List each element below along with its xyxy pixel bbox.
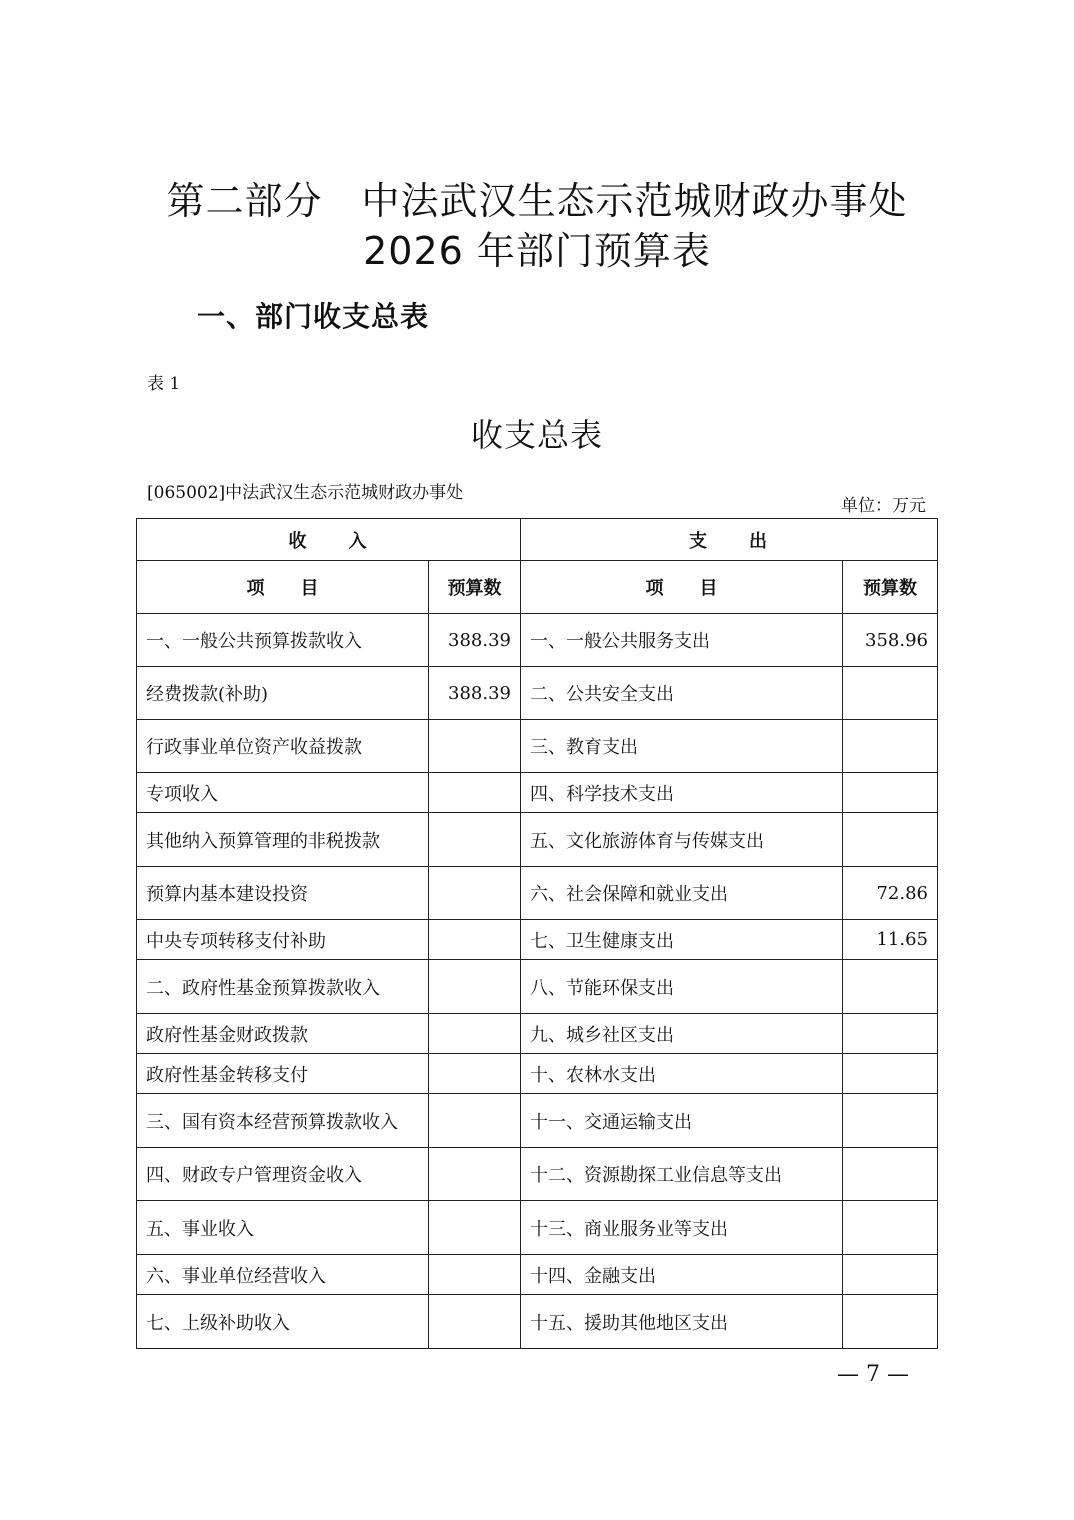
income-amount bbox=[429, 960, 521, 1014]
table-title: 收支总表 bbox=[470, 416, 603, 454]
expense-amount: 72.86 bbox=[843, 867, 938, 920]
document-title-line-2: 2026 年部门预算表 bbox=[363, 229, 711, 273]
income-item: 四、财政专户管理资金收入 bbox=[137, 1148, 429, 1201]
income-item: 专项收入 bbox=[137, 773, 429, 813]
table-row bbox=[137, 773, 938, 813]
table-row bbox=[137, 1094, 938, 1148]
income-item: 政府性基金财政拨款 bbox=[137, 1014, 429, 1054]
income-amount bbox=[429, 920, 521, 960]
expense-item: 十四、金融支出 bbox=[521, 1255, 843, 1295]
table-row bbox=[137, 920, 938, 960]
expense-item: 十三、商业服务业等支出 bbox=[521, 1201, 843, 1255]
income-item: 行政事业单位资产收益拨款 bbox=[137, 720, 429, 773]
income-item: 五、事业收入 bbox=[137, 1201, 429, 1255]
income-amount bbox=[429, 1054, 521, 1094]
expense-amount bbox=[843, 667, 938, 720]
income-item: 一、一般公共预算拨款收入 bbox=[137, 614, 429, 667]
table-row bbox=[137, 1148, 938, 1201]
income-item: 三、国有资本经营预算拨款收入 bbox=[137, 1094, 429, 1148]
income-amount: 388.39 bbox=[429, 614, 521, 667]
expense-item: 九、城乡社区支出 bbox=[521, 1014, 843, 1054]
expense-amount bbox=[843, 960, 938, 1014]
expense-amount: 11.65 bbox=[843, 920, 938, 960]
expense-amount bbox=[843, 1054, 938, 1094]
expense-budget-header: 预算数 bbox=[843, 561, 938, 614]
expense-item: 五、文化旅游体育与传媒支出 bbox=[521, 813, 843, 867]
expense-item: 二、公共安全支出 bbox=[521, 667, 843, 720]
table-header-row-columns bbox=[137, 561, 938, 614]
income-budget-header: 预算数 bbox=[429, 561, 521, 614]
income-item: 经费拨款(补助) bbox=[137, 667, 429, 720]
expense-item: 十二、资源勘探工业信息等支出 bbox=[521, 1148, 843, 1201]
income-item: 二、政府性基金预算拨款收入 bbox=[137, 960, 429, 1014]
table-row bbox=[137, 1255, 938, 1295]
income-item: 其他纳入预算管理的非税拨款 bbox=[137, 813, 429, 867]
expense-item: 十一、交通运输支出 bbox=[521, 1094, 843, 1148]
section-heading: 一、部门收支总表 bbox=[197, 300, 430, 333]
expense-item: 七、卫生健康支出 bbox=[521, 920, 843, 960]
expense-amount bbox=[843, 1255, 938, 1295]
expense-item: 一、一般公共服务支出 bbox=[521, 614, 843, 667]
expense-item-header: 项 目 bbox=[521, 561, 843, 614]
income-amount bbox=[429, 1255, 521, 1295]
table-header-row-main bbox=[137, 519, 938, 561]
table-row bbox=[137, 867, 938, 920]
table-row bbox=[137, 960, 938, 1014]
document-title-line-1: 第二部分 中法武汉生态示范城财政办事处 bbox=[166, 179, 908, 223]
expense-item: 十、农林水支出 bbox=[521, 1054, 843, 1094]
table-row bbox=[137, 813, 938, 867]
income-item: 中央专项转移支付补助 bbox=[137, 920, 429, 960]
income-amount bbox=[429, 773, 521, 813]
expense-header: 支 出 bbox=[521, 519, 938, 561]
expense-amount bbox=[843, 1201, 938, 1255]
expense-item: 八、节能环保支出 bbox=[521, 960, 843, 1014]
expense-amount bbox=[843, 1148, 938, 1201]
income-amount bbox=[429, 1014, 521, 1054]
income-amount bbox=[429, 1148, 521, 1201]
income-amount bbox=[429, 813, 521, 867]
organization-name: [065002]中法武汉生态示范城财政办事处 bbox=[147, 483, 464, 503]
expense-amount bbox=[843, 1014, 938, 1054]
budget-summary-table bbox=[136, 518, 938, 1349]
expense-item: 四、科学技术支出 bbox=[521, 773, 843, 813]
expense-amount bbox=[843, 1295, 938, 1349]
expense-item: 十五、援助其他地区支出 bbox=[521, 1295, 843, 1349]
income-amount bbox=[429, 867, 521, 920]
expense-amount: 358.96 bbox=[843, 614, 938, 667]
income-amount: 388.39 bbox=[429, 667, 521, 720]
expense-amount bbox=[843, 813, 938, 867]
table-row bbox=[137, 667, 938, 720]
expense-amount bbox=[843, 720, 938, 773]
table-row bbox=[137, 1201, 938, 1255]
income-item: 六、事业单位经营收入 bbox=[137, 1255, 429, 1295]
income-amount bbox=[429, 1201, 521, 1255]
expense-item: 六、社会保障和就业支出 bbox=[521, 867, 843, 920]
unit-label: 单位：万元 bbox=[841, 496, 926, 516]
table-row bbox=[137, 1054, 938, 1094]
page-number: — 7 — bbox=[837, 1362, 909, 1387]
table-number: 表 1 bbox=[147, 374, 181, 394]
table-row bbox=[137, 720, 938, 773]
table-row bbox=[137, 1014, 938, 1054]
income-amount bbox=[429, 720, 521, 773]
expense-amount bbox=[843, 773, 938, 813]
income-amount bbox=[429, 1295, 521, 1349]
expense-item: 三、教育支出 bbox=[521, 720, 843, 773]
income-item: 七、上级补助收入 bbox=[137, 1295, 429, 1349]
table-row bbox=[137, 1295, 938, 1349]
expense-amount bbox=[843, 1094, 938, 1148]
income-item: 预算内基本建设投资 bbox=[137, 867, 429, 920]
income-header: 收 入 bbox=[137, 519, 521, 561]
income-item: 政府性基金转移支付 bbox=[137, 1054, 429, 1094]
income-item-header: 项 目 bbox=[137, 561, 429, 614]
table-row bbox=[137, 614, 938, 667]
income-amount bbox=[429, 1094, 521, 1148]
